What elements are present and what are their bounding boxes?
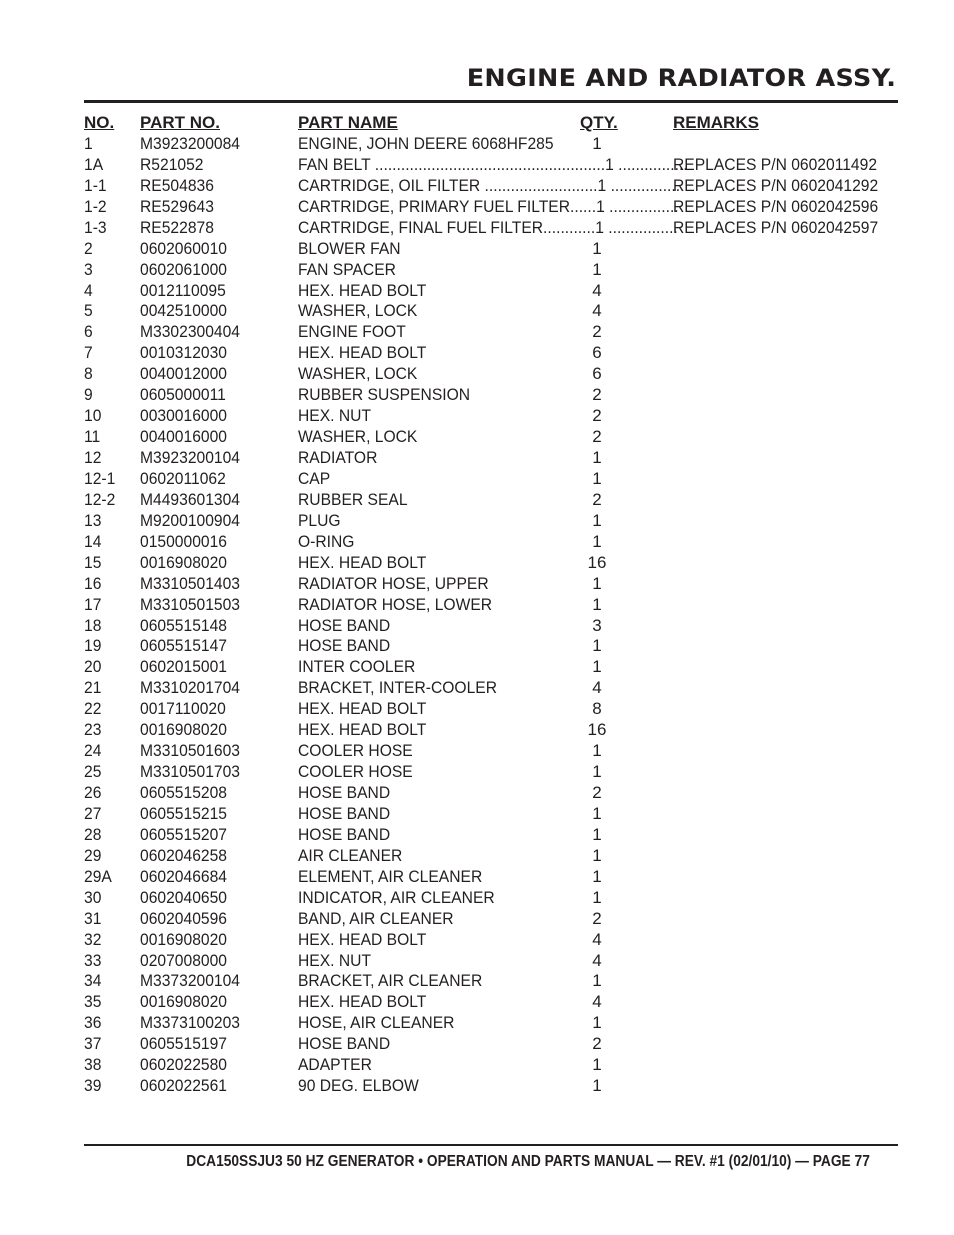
table-header — [84, 112, 884, 133]
row-part-name: ADAPTER — [298, 1055, 372, 1075]
row-remarks — [673, 573, 893, 594]
row-remarks — [673, 1012, 893, 1033]
row-part-name: PLUG — [298, 510, 341, 530]
row-remarks: REPLACES P/N 0602042597 — [673, 217, 879, 237]
row-remarks — [673, 740, 893, 761]
table-row — [84, 698, 884, 719]
table-row — [84, 929, 884, 950]
row-qty: 1 — [592, 657, 602, 677]
row-remarks — [673, 950, 893, 971]
row-part-no: 0605000011 — [140, 385, 226, 405]
row-no: 39 — [84, 1076, 102, 1096]
table-row — [84, 175, 884, 196]
table-row — [84, 447, 884, 468]
row-part-name: HEX. HEAD BOLT — [298, 699, 427, 719]
row-part-no: 0602046258 — [140, 845, 227, 865]
row-no: 9 — [84, 385, 93, 405]
row-part-no: RE529643 — [140, 196, 214, 216]
row-part-no: 0602022580 — [140, 1055, 227, 1075]
table-row — [84, 238, 884, 259]
table-row — [84, 845, 884, 866]
row-qty: 4 — [592, 992, 602, 1012]
row-part-name: FAN SPACER — [298, 259, 396, 279]
table-row — [84, 405, 884, 426]
row-part-name: WASHER, LOCK — [298, 301, 418, 321]
row-part-no: 0605515148 — [140, 615, 227, 635]
row-remarks — [673, 677, 893, 698]
row-qty: 6 — [592, 364, 602, 384]
row-part-name: BLOWER FAN — [298, 238, 401, 258]
row-part-name: INDICATOR, AIR CLEANER — [298, 887, 495, 907]
row-qty: 1 — [592, 573, 602, 593]
row-qty: 2 — [592, 783, 602, 802]
row-part-name: WASHER, LOCK — [298, 427, 418, 447]
row-qty: 1 — [592, 971, 602, 991]
row-remarks — [673, 615, 893, 636]
row-part-no: 0017110020 — [140, 699, 226, 719]
row-remarks — [673, 510, 893, 531]
row-part-no: 0016908020 — [140, 929, 227, 949]
row-qty: 1 — [592, 762, 602, 782]
table-row — [84, 1075, 884, 1096]
row-part-name: RUBBER SEAL — [298, 489, 408, 509]
row-part-no: 0605515197 — [140, 1034, 227, 1054]
table-row — [84, 384, 884, 405]
row-part-no: 0030016000 — [140, 406, 227, 426]
row-qty: 1 — [592, 1013, 602, 1033]
row-remarks — [673, 1033, 893, 1054]
row-qty: 1 — [592, 1076, 602, 1096]
table-row — [84, 803, 884, 824]
table-row — [84, 656, 884, 677]
row-qty: 1 — [592, 1055, 602, 1075]
row-qty — [580, 175, 640, 196]
table-row — [84, 761, 884, 782]
row-part-name: HOSE BAND — [298, 636, 391, 656]
row-qty: 4 — [592, 280, 602, 300]
row-qty: 1 — [592, 259, 602, 279]
row-part-no: M3373100203 — [140, 1013, 241, 1033]
row-remarks — [673, 991, 893, 1012]
row-remarks — [673, 259, 893, 280]
row-qty — [580, 217, 640, 238]
row-remarks — [673, 342, 893, 363]
table-row — [84, 866, 884, 887]
row-part-no: 0016908020 — [140, 552, 227, 572]
page-title: ENGINE AND RADIATOR ASSY. — [466, 64, 896, 92]
row-part-no: 0040012000 — [140, 364, 227, 384]
row-part-no: M4493601304 — [140, 489, 241, 509]
row-remarks: REPLACES P/N 0602011492 — [673, 154, 878, 174]
table-row — [84, 782, 884, 803]
row-remarks — [673, 594, 893, 615]
column-header-remarks: REMARKS — [673, 113, 759, 132]
row-no: 16 — [84, 573, 102, 593]
row-no: 1-3 — [84, 217, 107, 237]
row-part-no: 0016908020 — [140, 720, 227, 740]
row-qty — [580, 196, 640, 217]
row-no: 36 — [84, 1013, 102, 1033]
row-qty: 4 — [592, 950, 602, 970]
row-part-name: RADIATOR HOSE, UPPER — [298, 573, 489, 593]
row-no: 11 — [84, 427, 101, 447]
row-remarks — [673, 1075, 893, 1096]
row-no: 8 — [84, 364, 93, 384]
row-remarks — [673, 133, 893, 154]
row-no: 32 — [84, 929, 102, 949]
table-row — [84, 1054, 884, 1075]
row-remarks — [673, 929, 893, 950]
row-remarks: REPLACES P/N 0602042596 — [673, 196, 879, 216]
table-row — [84, 719, 884, 740]
row-part-no: M3373200104 — [140, 971, 241, 991]
table-row — [84, 970, 884, 991]
row-part-name: BAND, AIR CLEANER — [298, 908, 454, 928]
row-remarks — [673, 1054, 893, 1075]
row-no: 1-2 — [84, 196, 107, 216]
table-row — [84, 594, 884, 615]
row-part-no: 0605515215 — [140, 803, 227, 823]
row-no: 15 — [84, 552, 102, 572]
row-part-name: BRACKET, AIR CLEANER — [298, 971, 483, 991]
row-no: 7 — [84, 343, 93, 363]
table-row — [84, 363, 884, 384]
row-part-no: 0010312030 — [140, 343, 227, 363]
row-part-no: M3310501603 — [140, 741, 241, 761]
row-part-no: 0602061000 — [140, 259, 227, 279]
row-qty: 2 — [592, 908, 602, 928]
row-part-no: M3923200104 — [140, 448, 241, 467]
table-row — [84, 468, 884, 489]
row-remarks — [673, 468, 893, 489]
row-no: 12-1 — [84, 468, 116, 488]
row-remarks — [673, 426, 893, 447]
row-remarks — [673, 447, 893, 468]
row-part-no: RE522878 — [140, 217, 214, 237]
row-qty: 4 — [592, 929, 602, 949]
row-qty: 1 — [592, 803, 602, 823]
row-qty: 1 — [592, 866, 602, 886]
table-row — [84, 991, 884, 1012]
table-row — [84, 259, 884, 280]
row-part-no: 0602011062 — [140, 468, 226, 488]
row-part-name: HEX. HEAD BOLT — [298, 720, 427, 740]
row-qty: 2 — [592, 322, 602, 342]
row-part-no: 0602015001 — [140, 657, 227, 677]
row-part-no: 0040016000 — [140, 427, 227, 447]
row-qty: 1 — [592, 636, 602, 656]
row-no: 23 — [84, 720, 102, 740]
row-qty: 2 — [592, 489, 602, 509]
row-part-no: 0602046684 — [140, 866, 227, 886]
row-remarks — [673, 238, 893, 259]
table-row — [84, 1012, 884, 1033]
row-no: 33 — [84, 950, 102, 970]
row-remarks — [673, 384, 893, 405]
row-no: 3 — [84, 259, 93, 279]
table-row — [84, 154, 884, 175]
row-no: 20 — [84, 657, 102, 677]
row-qty: 1 — [592, 448, 602, 467]
row-part-name: CARTRIDGE, FINAL FUEL FILTER............1 ................ — [298, 217, 678, 237]
row-qty: 8 — [592, 699, 602, 719]
row-qty: 1 — [592, 824, 602, 844]
row-no: 2 — [84, 238, 93, 258]
row-part-no: M9200100904 — [140, 510, 241, 530]
table-row — [84, 426, 884, 447]
row-no: 26 — [84, 783, 102, 802]
page-footer: DCA150SSJU3 50 HZ GENERATOR • OPERATION AND PARTS MANUAL — REV. #1 (02/01/10) — PAGE 77 — [186, 1153, 870, 1170]
row-part-no: M3923200084 — [140, 133, 241, 153]
row-part-name: RUBBER SUSPENSION — [298, 385, 471, 405]
row-qty: 1 — [592, 845, 602, 865]
row-part-name: 90 DEG. ELBOW — [298, 1076, 419, 1096]
row-no: 5 — [84, 301, 93, 321]
row-part-no: M3310201704 — [140, 678, 241, 698]
row-no: 27 — [84, 803, 102, 823]
row-part-name: CAP — [298, 468, 331, 488]
row-part-name: HOSE BAND — [298, 615, 391, 635]
row-part-no: 0207008000 — [140, 950, 227, 970]
parts-table — [84, 112, 884, 1096]
row-no: 29 — [84, 845, 102, 865]
footer-divider — [84, 1144, 898, 1146]
row-part-name: COOLER HOSE — [298, 762, 413, 782]
row-remarks — [673, 656, 893, 677]
row-remarks — [673, 782, 893, 803]
row-part-name: WASHER, LOCK — [298, 364, 418, 384]
row-part-no: 0150000016 — [140, 531, 227, 551]
row-part-name: HOSE BAND — [298, 824, 391, 844]
table-row — [84, 510, 884, 531]
row-qty: 1 — [592, 510, 602, 530]
row-part-name: HEX. HEAD BOLT — [298, 552, 427, 572]
row-part-name: HOSE BAND — [298, 1034, 391, 1054]
row-part-name: RADIATOR HOSE, LOWER — [298, 594, 493, 614]
row-no: 13 — [84, 510, 102, 530]
row-part-no: 0605515208 — [140, 783, 227, 802]
row-qty: 4 — [592, 301, 602, 321]
row-no: 14 — [84, 531, 102, 551]
row-part-name: AIR CLEANER — [298, 845, 403, 865]
row-no: 24 — [84, 741, 102, 761]
row-no: 19 — [84, 636, 102, 656]
row-part-name: CARTRIDGE, OIL FILTER ..........................1 ................ — [298, 175, 681, 195]
row-part-no: M3310501503 — [140, 594, 241, 614]
table-row — [84, 1033, 884, 1054]
row-no: 21 — [84, 678, 102, 698]
row-part-no: 0042510000 — [140, 301, 227, 321]
row-part-no: M3302300404 — [140, 322, 241, 342]
row-part-no: 0602022561 — [140, 1076, 227, 1096]
row-remarks — [673, 280, 893, 301]
row-part-no: 0602060010 — [140, 238, 227, 258]
row-qty: 1 — [592, 238, 602, 258]
table-row — [84, 489, 884, 510]
table-row — [84, 740, 884, 761]
row-remarks — [673, 824, 893, 845]
row-no: 38 — [84, 1055, 102, 1075]
row-part-name: HOSE BAND — [298, 783, 391, 802]
row-part-name: CARTRIDGE, PRIMARY FUEL FILTER......1 ................ — [298, 196, 679, 216]
table-row — [84, 908, 884, 929]
row-part-no: 0012110095 — [140, 280, 226, 300]
row-remarks — [673, 698, 893, 719]
table-row — [84, 635, 884, 656]
row-part-name: ELEMENT, AIR CLEANER — [298, 866, 483, 886]
row-part-no: 0602040596 — [140, 908, 227, 928]
row-part-name: HEX. NUT — [298, 406, 371, 426]
table-row — [84, 133, 884, 154]
row-part-name: O-RING — [298, 531, 355, 551]
table-row — [84, 342, 884, 363]
row-no: 17 — [84, 594, 102, 614]
row-remarks — [673, 531, 893, 552]
row-part-name: ENGINE, JOHN DEERE 6068HF285 — [298, 133, 554, 153]
table-row — [84, 196, 884, 217]
row-remarks — [673, 635, 893, 656]
row-part-name: HOSE, AIR CLEANER — [298, 1013, 455, 1033]
row-remarks — [673, 405, 893, 426]
row-remarks — [673, 363, 893, 384]
row-part-no: R521052 — [140, 154, 204, 174]
row-qty: 1 — [592, 741, 602, 761]
row-qty: 2 — [592, 385, 602, 405]
table-row — [84, 321, 884, 342]
row-no: 34 — [84, 971, 102, 991]
row-part-no: RE504836 — [140, 175, 214, 195]
table-row — [84, 531, 884, 552]
row-part-no: 0602040650 — [140, 887, 227, 907]
table-row — [84, 677, 884, 698]
row-no: 31 — [84, 908, 102, 928]
table-body — [84, 133, 884, 1096]
row-no: 6 — [84, 322, 93, 342]
row-qty: 2 — [592, 406, 602, 426]
row-no: 28 — [84, 824, 102, 844]
row-no: 22 — [84, 699, 102, 719]
table-row — [84, 950, 884, 971]
row-part-name: HEX. HEAD BOLT — [298, 992, 427, 1012]
row-part-no: 0605515147 — [140, 636, 227, 656]
table-row — [84, 887, 884, 908]
row-no: 29A — [84, 866, 112, 886]
table-row — [84, 217, 884, 238]
row-part-no: M3310501703 — [140, 762, 241, 782]
row-remarks — [673, 887, 893, 908]
row-no: 1A — [84, 154, 104, 174]
row-qty: 2 — [592, 1034, 602, 1054]
row-part-no: 0605515207 — [140, 824, 227, 844]
row-qty: 3 — [592, 615, 602, 635]
table-row — [84, 615, 884, 636]
column-header-part-name: PART NAME — [298, 113, 398, 132]
row-remarks: REPLACES P/N 0602041292 — [673, 175, 879, 195]
row-no: 12 — [84, 448, 102, 467]
row-no: 35 — [84, 992, 102, 1012]
row-qty: 1 — [592, 531, 602, 551]
table-row — [84, 300, 884, 321]
row-remarks — [673, 321, 893, 342]
row-part-name: HEX. HEAD BOLT — [298, 280, 427, 300]
row-part-name: HEX. HEAD BOLT — [298, 343, 427, 363]
row-part-name: FAN BELT .....................................................1 ................ — [298, 154, 688, 174]
row-no: 37 — [84, 1034, 102, 1054]
row-no: 1 — [84, 133, 93, 153]
row-no: 25 — [84, 762, 102, 782]
row-remarks — [673, 908, 893, 929]
column-header-qty: QTY. — [580, 113, 618, 132]
row-part-name: INTER COOLER — [298, 657, 416, 677]
row-part-name: COOLER HOSE — [298, 741, 413, 761]
table-row — [84, 573, 884, 594]
row-remarks — [673, 845, 893, 866]
row-qty — [580, 154, 640, 175]
row-remarks — [673, 300, 893, 321]
row-remarks — [673, 970, 893, 991]
row-qty: 1 — [592, 133, 602, 153]
row-part-name: BRACKET, INTER-COOLER — [298, 678, 498, 698]
column-header-no: NO. — [84, 113, 115, 132]
row-no: 4 — [84, 280, 93, 300]
table-row — [84, 280, 884, 301]
row-qty: 1 — [592, 468, 602, 488]
row-part-no: 0016908020 — [140, 992, 227, 1012]
row-part-name: ENGINE FOOT — [298, 322, 406, 342]
row-no: 18 — [84, 615, 102, 635]
row-no: 12-2 — [84, 489, 116, 509]
table-row — [84, 552, 884, 573]
row-part-name: RADIATOR — [298, 448, 378, 467]
column-header-part-no: PART NO. — [140, 113, 220, 132]
row-remarks — [673, 552, 893, 573]
row-no: 1-1 — [84, 175, 107, 195]
row-remarks — [673, 719, 893, 740]
row-qty: 4 — [592, 678, 602, 698]
row-remarks — [673, 866, 893, 887]
row-part-name: HEX. NUT — [298, 950, 371, 970]
row-qty: 1 — [592, 594, 602, 614]
row-qty: 6 — [592, 343, 602, 363]
row-qty: 16 — [587, 552, 607, 572]
row-qty: 1 — [592, 887, 602, 907]
row-remarks — [673, 803, 893, 824]
row-remarks — [673, 761, 893, 782]
table-row — [84, 824, 884, 845]
row-part-name: HOSE BAND — [298, 803, 391, 823]
row-no: 30 — [84, 887, 102, 907]
row-no: 10 — [84, 406, 102, 426]
row-remarks — [673, 489, 893, 510]
title-divider — [84, 100, 898, 103]
row-qty: 16 — [587, 720, 607, 740]
row-part-name: HEX. HEAD BOLT — [298, 929, 427, 949]
row-qty: 2 — [592, 427, 602, 447]
row-part-no: M3310501403 — [140, 573, 241, 593]
